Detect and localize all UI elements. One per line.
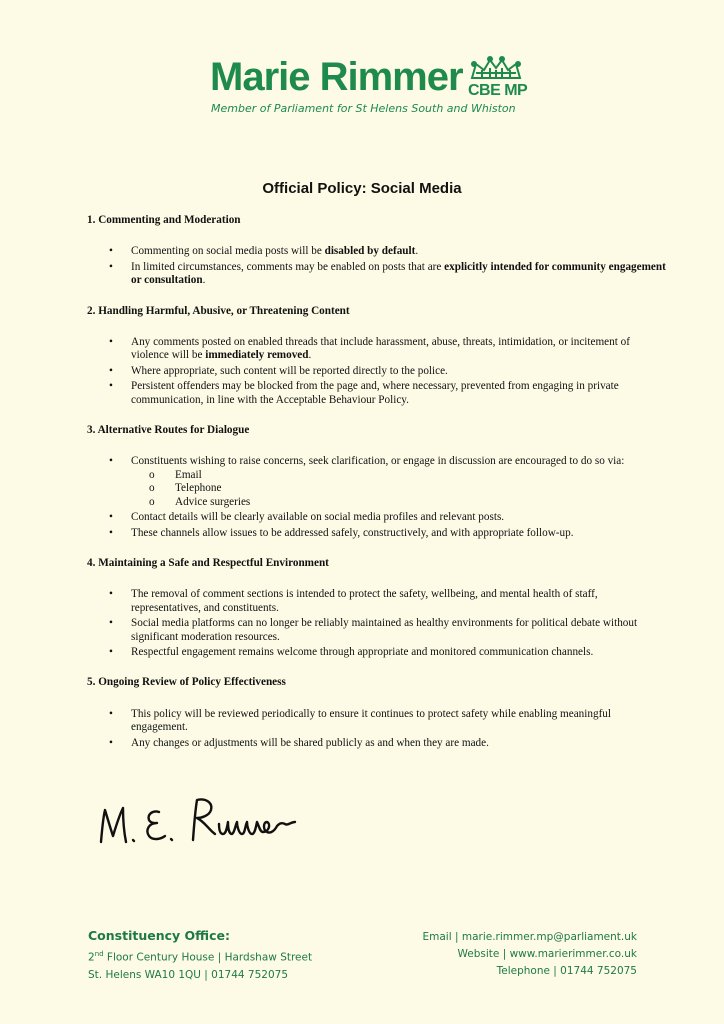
- bullet-text: The removal of comment sections is intended to protect the safety, wellbeing, and mental health of staff, representatives, and constituents.: [131, 588, 598, 614]
- bullet-text: .: [308, 349, 312, 362]
- sub-list-item: o Email: [175, 469, 667, 482]
- bullet-text: Any changes or adjustments will be shared publicly as and when they are made.: [131, 736, 489, 749]
- bullet-text: .: [415, 245, 419, 258]
- bullet-item: [131, 380, 667, 407]
- address-floor-number: 2: [88, 951, 95, 964]
- bullet-item: [131, 336, 667, 363]
- bullet-list: [87, 336, 667, 407]
- bullet-text: Constituents wishing to raise concerns, seek clarification, or engage in discussion are encouraged to do so via:: [131, 455, 625, 468]
- constituency-office-block: [88, 926, 312, 984]
- contact-block: [423, 929, 638, 980]
- contact-website: Website | www.marierimmer.co.uk: [457, 948, 637, 960]
- address-street: Floor Century House | Hardshaw Street: [103, 951, 313, 964]
- portcullis-crown-icon: [468, 56, 524, 82]
- bullet-item: [131, 617, 667, 644]
- bullet-item: [131, 245, 667, 258]
- bullet-list: [87, 708, 667, 750]
- bullet-item: [131, 261, 667, 288]
- policy-section: [87, 424, 667, 540]
- mp-tagline: Member of Parliament for St Helens South and Whiston: [211, 102, 516, 115]
- bullet-item: [131, 455, 667, 509]
- bullet-text: Social media platforms can no longer be reliably maintained as healthy environments for political debate without significant moderation resources.: [131, 617, 638, 643]
- bullet-text: Contact details will be clearly available on social media profiles and relevant posts.: [131, 511, 505, 524]
- bullet-item: [131, 511, 667, 524]
- emphasis-text: explicitly intended for community engagement or consultation: [131, 260, 666, 287]
- contact-email: Email | marie.rimmer.mp@parliament.uk: [422, 931, 637, 943]
- bullet-text: Any comments posted on enabled threads that include harassment, abuse, threats, intimidation, or incitement of violence will be: [131, 336, 630, 362]
- section-heading: 4. Maintaining a Safe and Respectful Environment: [87, 556, 329, 569]
- bullet-list: [87, 588, 667, 659]
- policy-section: [87, 305, 667, 407]
- bullet-text: This policy will be reviewed periodically to ensure it continues to protect safety while enabling meaningful engagement.: [131, 707, 611, 734]
- section-heading: 2. Handling Harmful, Abusive, or Threatening Content: [87, 304, 350, 317]
- emphasis-text: immediately removed: [205, 349, 309, 362]
- office-address-line-2: St. Helens WA10 1QU | 01744 752075: [88, 968, 289, 981]
- policy-section: [87, 557, 667, 659]
- bullet-text: Commenting on social media posts will be: [131, 245, 325, 258]
- sub-list-item: o Telephone: [175, 482, 667, 495]
- bullet-item: [131, 646, 667, 659]
- document-title: Official Policy: Social Media: [262, 180, 462, 197]
- sub-list: [131, 469, 667, 509]
- section-heading: 5. Ongoing Review of Policy Effectiveness: [87, 676, 286, 689]
- bullet-text: In limited circumstances, comments may be enabled on posts that are: [131, 260, 445, 273]
- mp-name: Marie Rimmer: [210, 55, 463, 99]
- bullet-list: [87, 455, 667, 539]
- emphasis-text: disabled by default: [324, 245, 416, 258]
- section-heading: 1. Commenting and Moderation: [87, 214, 241, 226]
- office-address-line-1: [88, 946, 312, 967]
- policy-section: [87, 676, 667, 750]
- bullet-text: These channels allow issues to be addressed safely, constructively, and with appropriate follow-up.: [131, 526, 574, 539]
- bullet-item: [131, 737, 667, 750]
- policy-body: [87, 214, 667, 767]
- office-title: Constituency Office:: [88, 928, 230, 943]
- bullet-item: [131, 708, 667, 735]
- bullet-item: [131, 365, 667, 378]
- bullet-text: Where appropriate, such content will be reported directly to the police.: [131, 364, 448, 377]
- bullet-text: Persistent offenders may be blocked from the page and, where necessary, prevented from engaging in private communication, in line with the Acceptable Behaviour Policy.: [131, 380, 619, 406]
- sub-list-item: o Advice surgeries: [175, 496, 667, 509]
- signature-image: [95, 790, 315, 860]
- bullet-list: [87, 245, 667, 287]
- section-heading: 3. Alternative Routes for Dialogue: [87, 424, 250, 437]
- bullet-text: Respectful engagement remains welcome through appropriate and monitored communication channels.: [131, 645, 594, 658]
- letterhead-logo: [210, 54, 540, 122]
- bullet-item: [131, 527, 667, 540]
- bullet-item: [131, 588, 667, 615]
- bullet-text: .: [202, 274, 206, 287]
- policy-section: [87, 214, 667, 288]
- address-floor-suffix: nd: [94, 950, 104, 958]
- mp-honours: CBE MP: [468, 82, 528, 99]
- contact-telephone: Telephone | 01744 752075: [496, 965, 637, 977]
